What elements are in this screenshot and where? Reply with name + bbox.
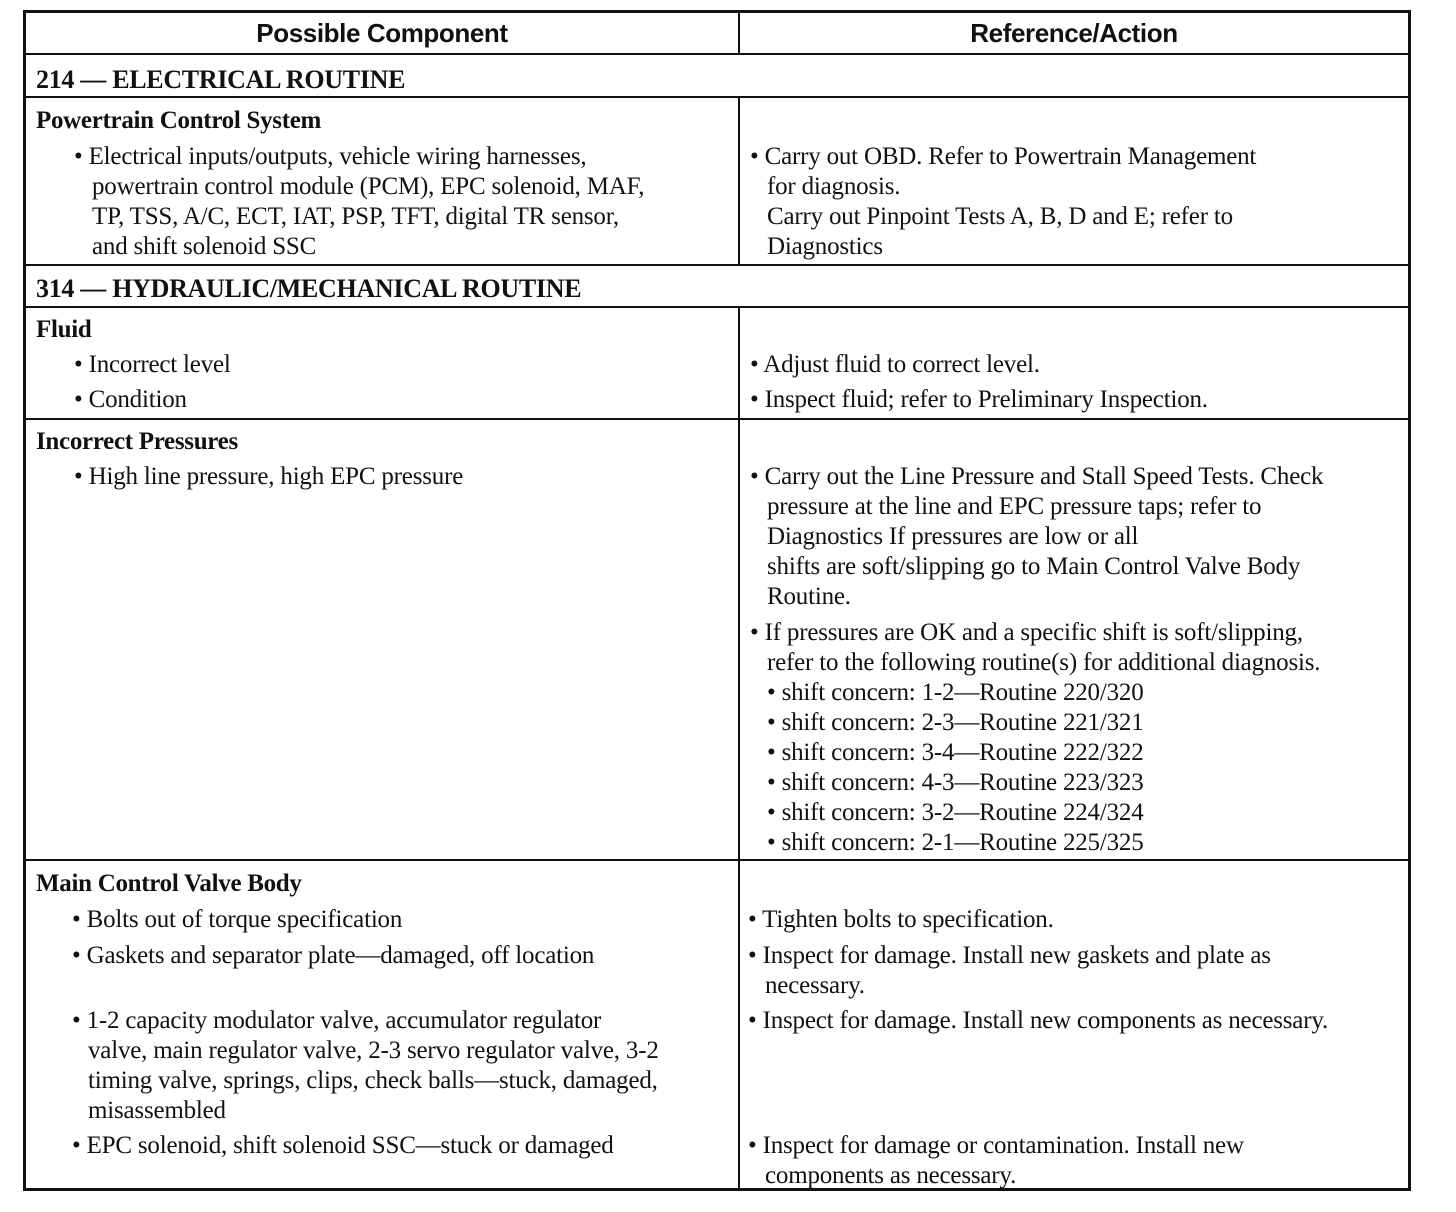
component-line: • Electrical inputs/outputs, vehicle wiring harnesses,	[74, 143, 587, 170]
row-divider	[26, 859, 1408, 861]
row-divider	[26, 96, 1408, 98]
action-line: for diagnosis.	[767, 173, 901, 200]
action-line: pressure at the line and EPC pressure taps; refer to	[767, 493, 1262, 520]
header-reference-action: Reference/Action	[970, 17, 1178, 48]
row-divider	[26, 53, 1408, 55]
group-heading-incorrect-pressures: Incorrect Pressures	[36, 428, 238, 455]
component-line: TP, TSS, A/C, ECT, IAT, PSP, TFT, digital TR sensor,	[92, 203, 619, 230]
action-line: necessary.	[765, 972, 865, 999]
component-line: valve, main regulator valve, 2-3 servo regulator valve, 3-2	[88, 1037, 659, 1064]
row-divider	[26, 306, 1408, 308]
component-line: • Gaskets and separator plate—damaged, off location	[72, 942, 595, 969]
component-line: • Condition	[74, 386, 187, 413]
shift-concern-item: • shift concern: 3-4—Routine 222/322	[767, 739, 1144, 766]
column-divider	[738, 13, 740, 53]
shift-concern-item: • shift concern: 3-2—Routine 224/324	[767, 799, 1144, 826]
component-line: • High line pressure, high EPC pressure	[74, 463, 464, 490]
row-divider	[26, 264, 1408, 266]
diagnosis-table	[23, 10, 1411, 1191]
action-line: • Inspect fluid; refer to Preliminary Inspection.	[750, 386, 1208, 413]
header-possible-component: Possible Component	[256, 17, 508, 48]
action-line: • Inspect for damage or contamination. Install new	[748, 1132, 1244, 1159]
section-title-electrical-routine: 214 — ELECTRICAL ROUTINE	[36, 65, 406, 94]
action-line: Carry out Pinpoint Tests A, B, D and E; refer to	[767, 203, 1233, 230]
action-line: Diagnostics	[767, 233, 883, 260]
column-divider	[738, 306, 740, 1190]
group-heading-powertrain-control-system: Powertrain Control System	[36, 107, 322, 134]
section-title-hydraulic-mechanical-routine: 314 — HYDRAULIC/MECHANICAL ROUTINE	[36, 274, 582, 303]
component-line: • Incorrect level	[74, 351, 231, 378]
action-line: Diagnostics If pressures are low or all	[767, 523, 1139, 550]
action-line: • Carry out the Line Pressure and Stall Speed Tests. Check	[750, 463, 1324, 490]
component-line: timing valve, springs, clips, check balls—stuck, damaged,	[88, 1067, 658, 1094]
shift-concern-item: • shift concern: 2-3—Routine 221/321	[767, 709, 1144, 736]
action-line: Routine.	[767, 583, 851, 610]
row-divider	[26, 418, 1408, 420]
action-line: shifts are soft/slipping go to Main Control Valve Body	[767, 553, 1301, 580]
action-line: refer to the following routine(s) for additional diagnosis.	[767, 649, 1321, 676]
shift-concern-item: • shift concern: 4-3—Routine 223/323	[767, 769, 1144, 796]
component-line: misassembled	[88, 1097, 226, 1124]
shift-concern-item: • shift concern: 2-1—Routine 225/325	[767, 829, 1144, 856]
action-line: • Inspect for damage. Install new gaskets and plate as	[748, 942, 1271, 969]
component-line: and shift solenoid SSC	[92, 233, 317, 260]
component-line: powertrain control module (PCM), EPC solenoid, MAF,	[92, 173, 645, 200]
group-heading-main-control-valve-body: Main Control Valve Body	[36, 870, 302, 897]
action-line: • Carry out OBD. Refer to Powertrain Management	[750, 143, 1257, 170]
group-heading-fluid: Fluid	[36, 316, 92, 343]
action-line: components as necessary.	[765, 1162, 1017, 1189]
action-line: • If pressures are OK and a specific shift is soft/slipping,	[750, 619, 1303, 646]
action-line: • Inspect for damage. Install new components as necessary.	[748, 1007, 1329, 1034]
action-line: • Tighten bolts to specification.	[748, 906, 1054, 933]
shift-concern-item: • shift concern: 1-2—Routine 220/320	[767, 679, 1144, 706]
component-line: • EPC solenoid, shift solenoid SSC—stuck or damaged	[72, 1132, 614, 1159]
action-line: • Adjust fluid to correct level.	[750, 351, 1040, 378]
column-divider	[738, 96, 740, 264]
component-line: • 1-2 capacity modulator valve, accumulator regulator	[72, 1007, 602, 1034]
component-line: • Bolts out of torque specification	[72, 906, 403, 933]
